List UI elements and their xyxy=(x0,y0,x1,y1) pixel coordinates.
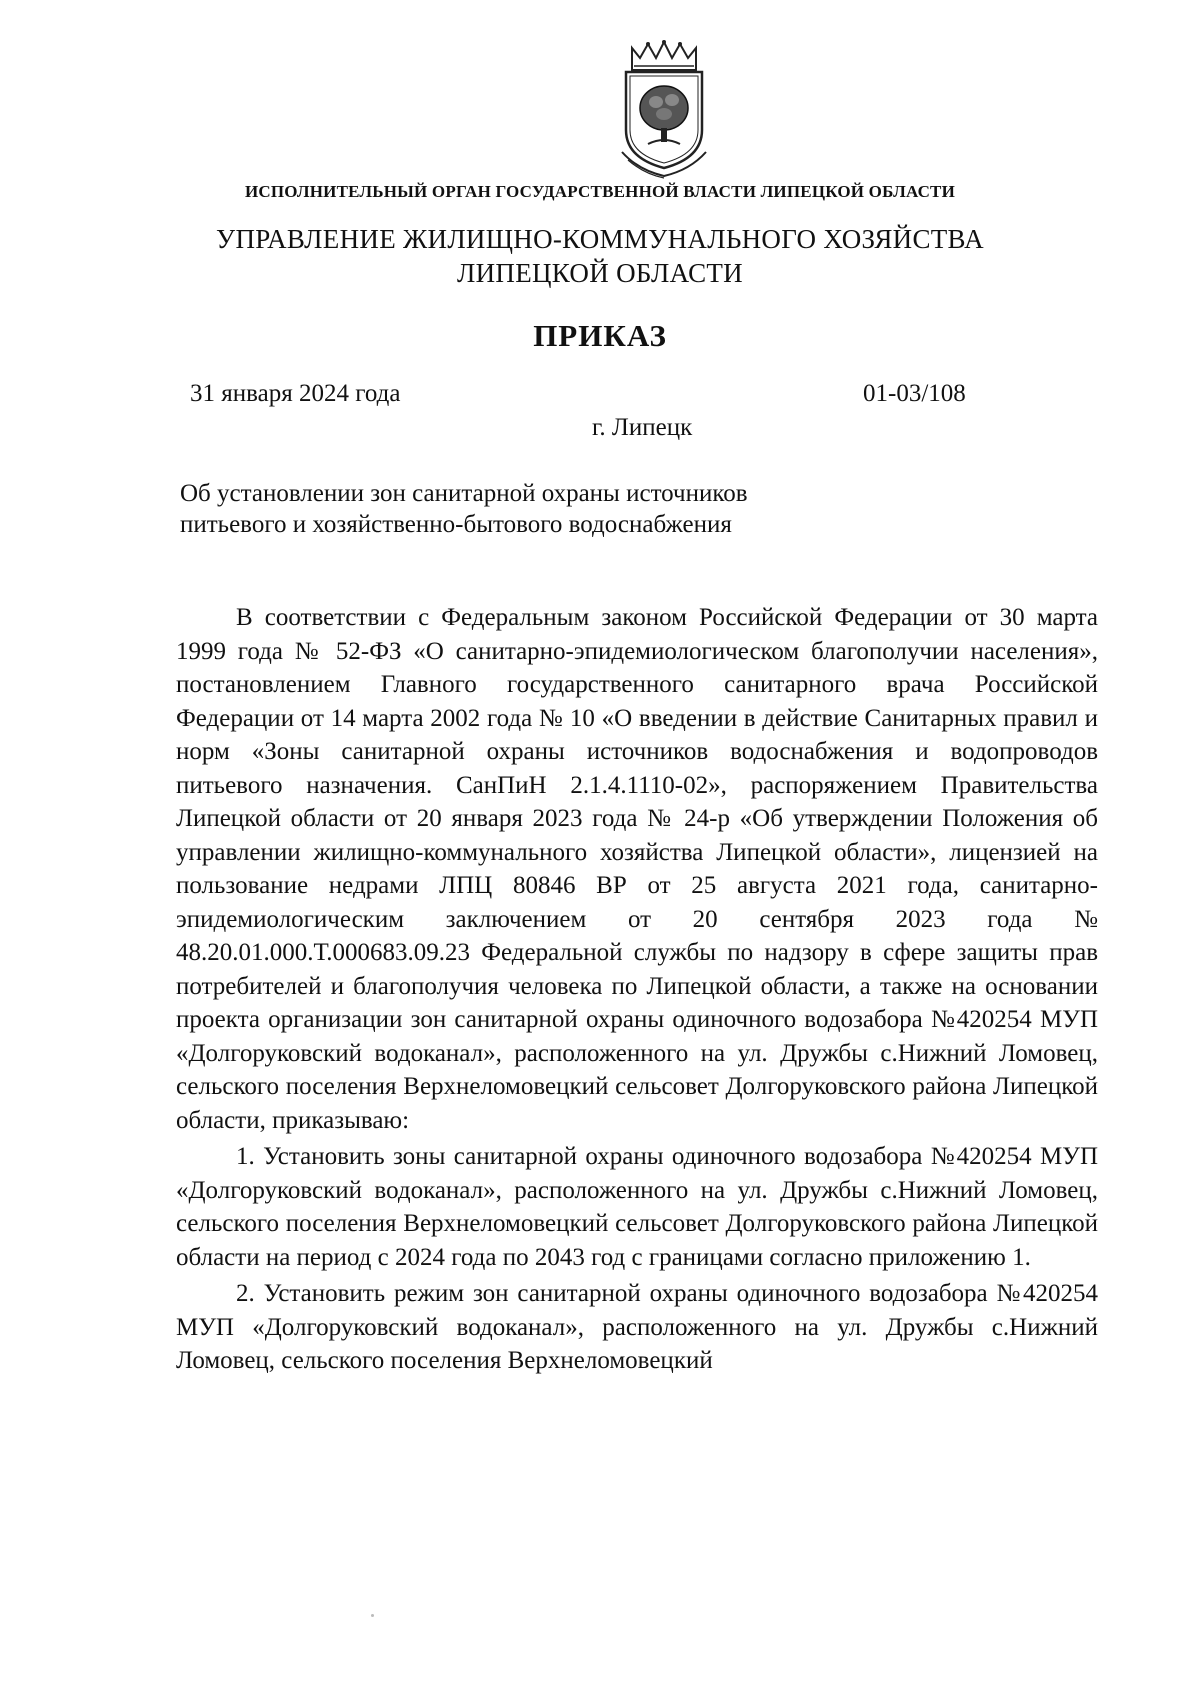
organization-name: ИСПОЛНИТЕЛЬНЫЙ ОРГАН ГОСУДАРСТВЕННОЙ ВЛАСТИ ЛИПЕЦКОЙ ОБЛАСТИ xyxy=(244,182,956,201)
preamble-paragraph: В соответствии с Федеральным законом Российской Федерации от 30 марта 1999 года № 52-ФЗ «О санитарно-эпидемиологическом благополучии населения», постановлением Главного государственного санитарного врача Российской Федерации от 14 марта 2002 года № 10 «О введении в действие Санитарных правил и норм «Зоны санитарной охраны источников водоснабжения и водопроводов питьевого назначения. СанПиН 2.1.4.1110-02», распоряжением Правительства Липецкой области от 20 января 2023 года № 24-р «Об утверждении Положения об управлении жилищно-коммунального хозяйства Липецкой области», лицензией на пользование недрами ЛПЦ 80846 ВР от 25 августа 2021 года, санитарно-эпидемиологическим заключением от 20 сентября 2023 года № 48.20.01.000.Т.000683.09.23 Федеральной службы по надзору в сфере защиты прав потребителей и благополучия человека по Липецкой области, а также на основании проекта организации зон санитарной охраны одиночного водозабора №420254 МУП «Долгоруковский водоканал», расположенного на ул. Дружбы с.Нижний Ломовец, сельского поселения Верхнеломовецкий сельсовет Долгоруковского района Липецкой области, приказываю: xyxy=(176,604,1098,1134)
document-body xyxy=(176,601,1098,1378)
scan-speck xyxy=(371,1614,374,1617)
document-number: 01-03/108 xyxy=(863,380,966,407)
order-item-2: 2. Установить режим зон санитарной охраны одиночного водозабора №420254 МУП «Долгоруковский водоканал», расположенного на ул. Дружбы с.Нижний Ломовец, сельского поселения Верхнеломовецкий xyxy=(176,1280,1098,1374)
coat-of-arms-icon xyxy=(618,40,710,180)
document-title: ПРИКАЗ xyxy=(533,318,667,353)
order-item-1: 1. Установить зоны санитарной охраны одиночного водозабора №420254 МУП «Долгоруковский водоканал», расположенного на ул. Дружбы с.Нижний Ломовец, сельского поселения Верхнеломовецкий сельсовет Долгоруковского района Липецкой области на период с 2024 года по 2043 год с границами согласно приложению 1. xyxy=(176,1143,1098,1271)
department-line2: ЛИПЕЦКОЙ ОБЛАСТИ xyxy=(457,258,743,288)
department-name xyxy=(0,222,1200,290)
department-line1: УПРАВЛЕНИЕ ЖИЛИЩНО-КОММУНАЛЬНОГО ХОЗЯЙСТВА xyxy=(216,224,984,254)
document-date: 31 января 2024 года xyxy=(190,380,401,407)
document-city: г. Липецк xyxy=(592,414,693,441)
document-subject: Об установлении зон санитарной охраны источников питьевого и хозяйственно-бытового водоснабжения xyxy=(180,480,748,538)
